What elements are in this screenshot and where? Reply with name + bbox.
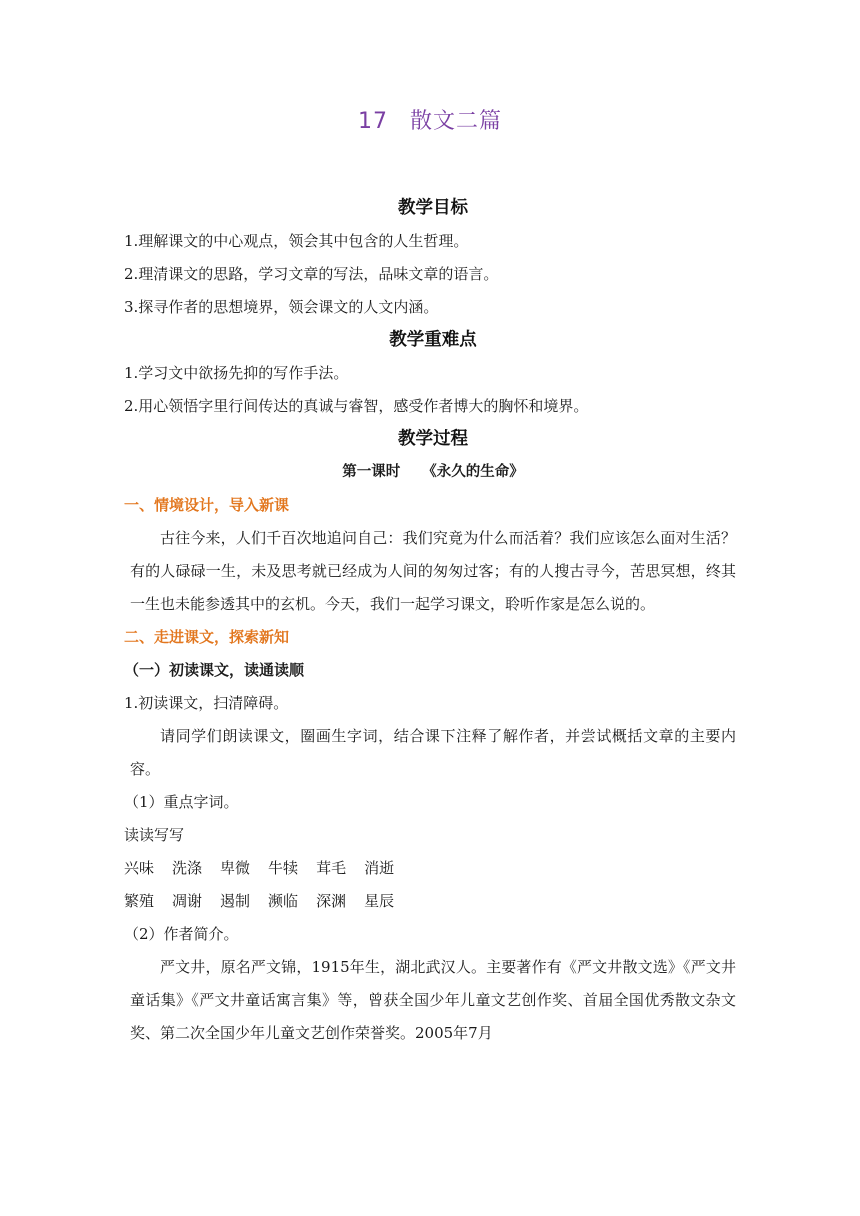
word: 星辰	[364, 892, 395, 910]
key-point-item: 1.学习文中欲扬先抑的写作手法。	[124, 364, 349, 382]
word-list-row	[124, 885, 736, 918]
process-heading: 教学过程	[398, 429, 468, 449]
objective-item: 3.探寻作者的思想境界，领会课文的人文内涵。	[124, 298, 439, 316]
word: 繁殖	[124, 892, 155, 910]
item-heading: （2）作者简介。	[124, 925, 239, 943]
word: 茸毛	[316, 859, 347, 877]
lesson-period-heading	[130, 456, 736, 489]
lesson-period-title: 《永久的生命》	[422, 464, 524, 480]
key-points-heading: 教学重难点	[389, 330, 477, 350]
section2-heading: 二、走进课文，探索新知	[124, 628, 290, 646]
item-heading: （1）重点字词。	[124, 793, 239, 811]
document-body	[124, 192, 736, 1050]
objectives-heading: 教学目标	[398, 198, 468, 218]
word: 兴味	[124, 859, 155, 877]
document-title	[0, 104, 860, 135]
step-paragraph: 请同学们朗读课文，圈画生字词，结合课下注释了解作者，并尝试概括文章的主要内容。	[130, 727, 736, 778]
word: 凋谢	[172, 892, 203, 910]
word: 卑微	[220, 859, 251, 877]
word: 濒临	[268, 892, 299, 910]
objective-item: 1.理解课文的中心观点，领会其中包含的人生哲理。	[124, 232, 469, 250]
word: 深渊	[316, 892, 347, 910]
word-list-row	[124, 852, 736, 885]
lesson-number: 17	[357, 109, 388, 134]
lesson-title: 散文二篇	[409, 109, 502, 134]
word: 消逝	[364, 859, 395, 877]
read-write-label: 读读写写	[124, 826, 185, 844]
lesson-period-label: 第一课时	[342, 464, 401, 480]
key-point-item: 2.用心领悟字里行间传达的真诚与睿智，感受作者博大的胸怀和境界。	[124, 397, 589, 415]
word: 洗涤	[172, 859, 203, 877]
step-heading: 1.初读课文，扫清障碍。	[124, 694, 289, 712]
section1-heading: 一、情境设计，导入新课	[124, 496, 290, 514]
objective-item: 2.理清课文的思路，学习文章的写法，品味文章的语言。	[124, 265, 499, 283]
section1-paragraph: 古往今来，人们千百次地追问自己：我们究竟为什么而活着？我们应该怎么面对生活？有的人碌碌一生，未及思考就已经成为人间的匆匆过客；有的人搜古寻今，苦思冥想，终其一生也未能参透其中的玄机。今天，我们一起学习课文，聆听作家是怎么说的。	[130, 529, 736, 613]
word: 牛犊	[268, 859, 299, 877]
subsection-heading: （一）初读课文，读通读顺	[124, 661, 305, 679]
word: 遏制	[220, 892, 251, 910]
author-paragraph: 严文井，原名严文锦，1915年生，湖北武汉人。主要著作有《严文井散文选》《严文井童话集》《严文井童话寓言集》等，曾获全国少年儿童文艺创作奖、首届全国优秀散文杂文奖、第二次全国少年儿童文艺创作荣誉奖。2005年7月	[130, 958, 736, 1042]
